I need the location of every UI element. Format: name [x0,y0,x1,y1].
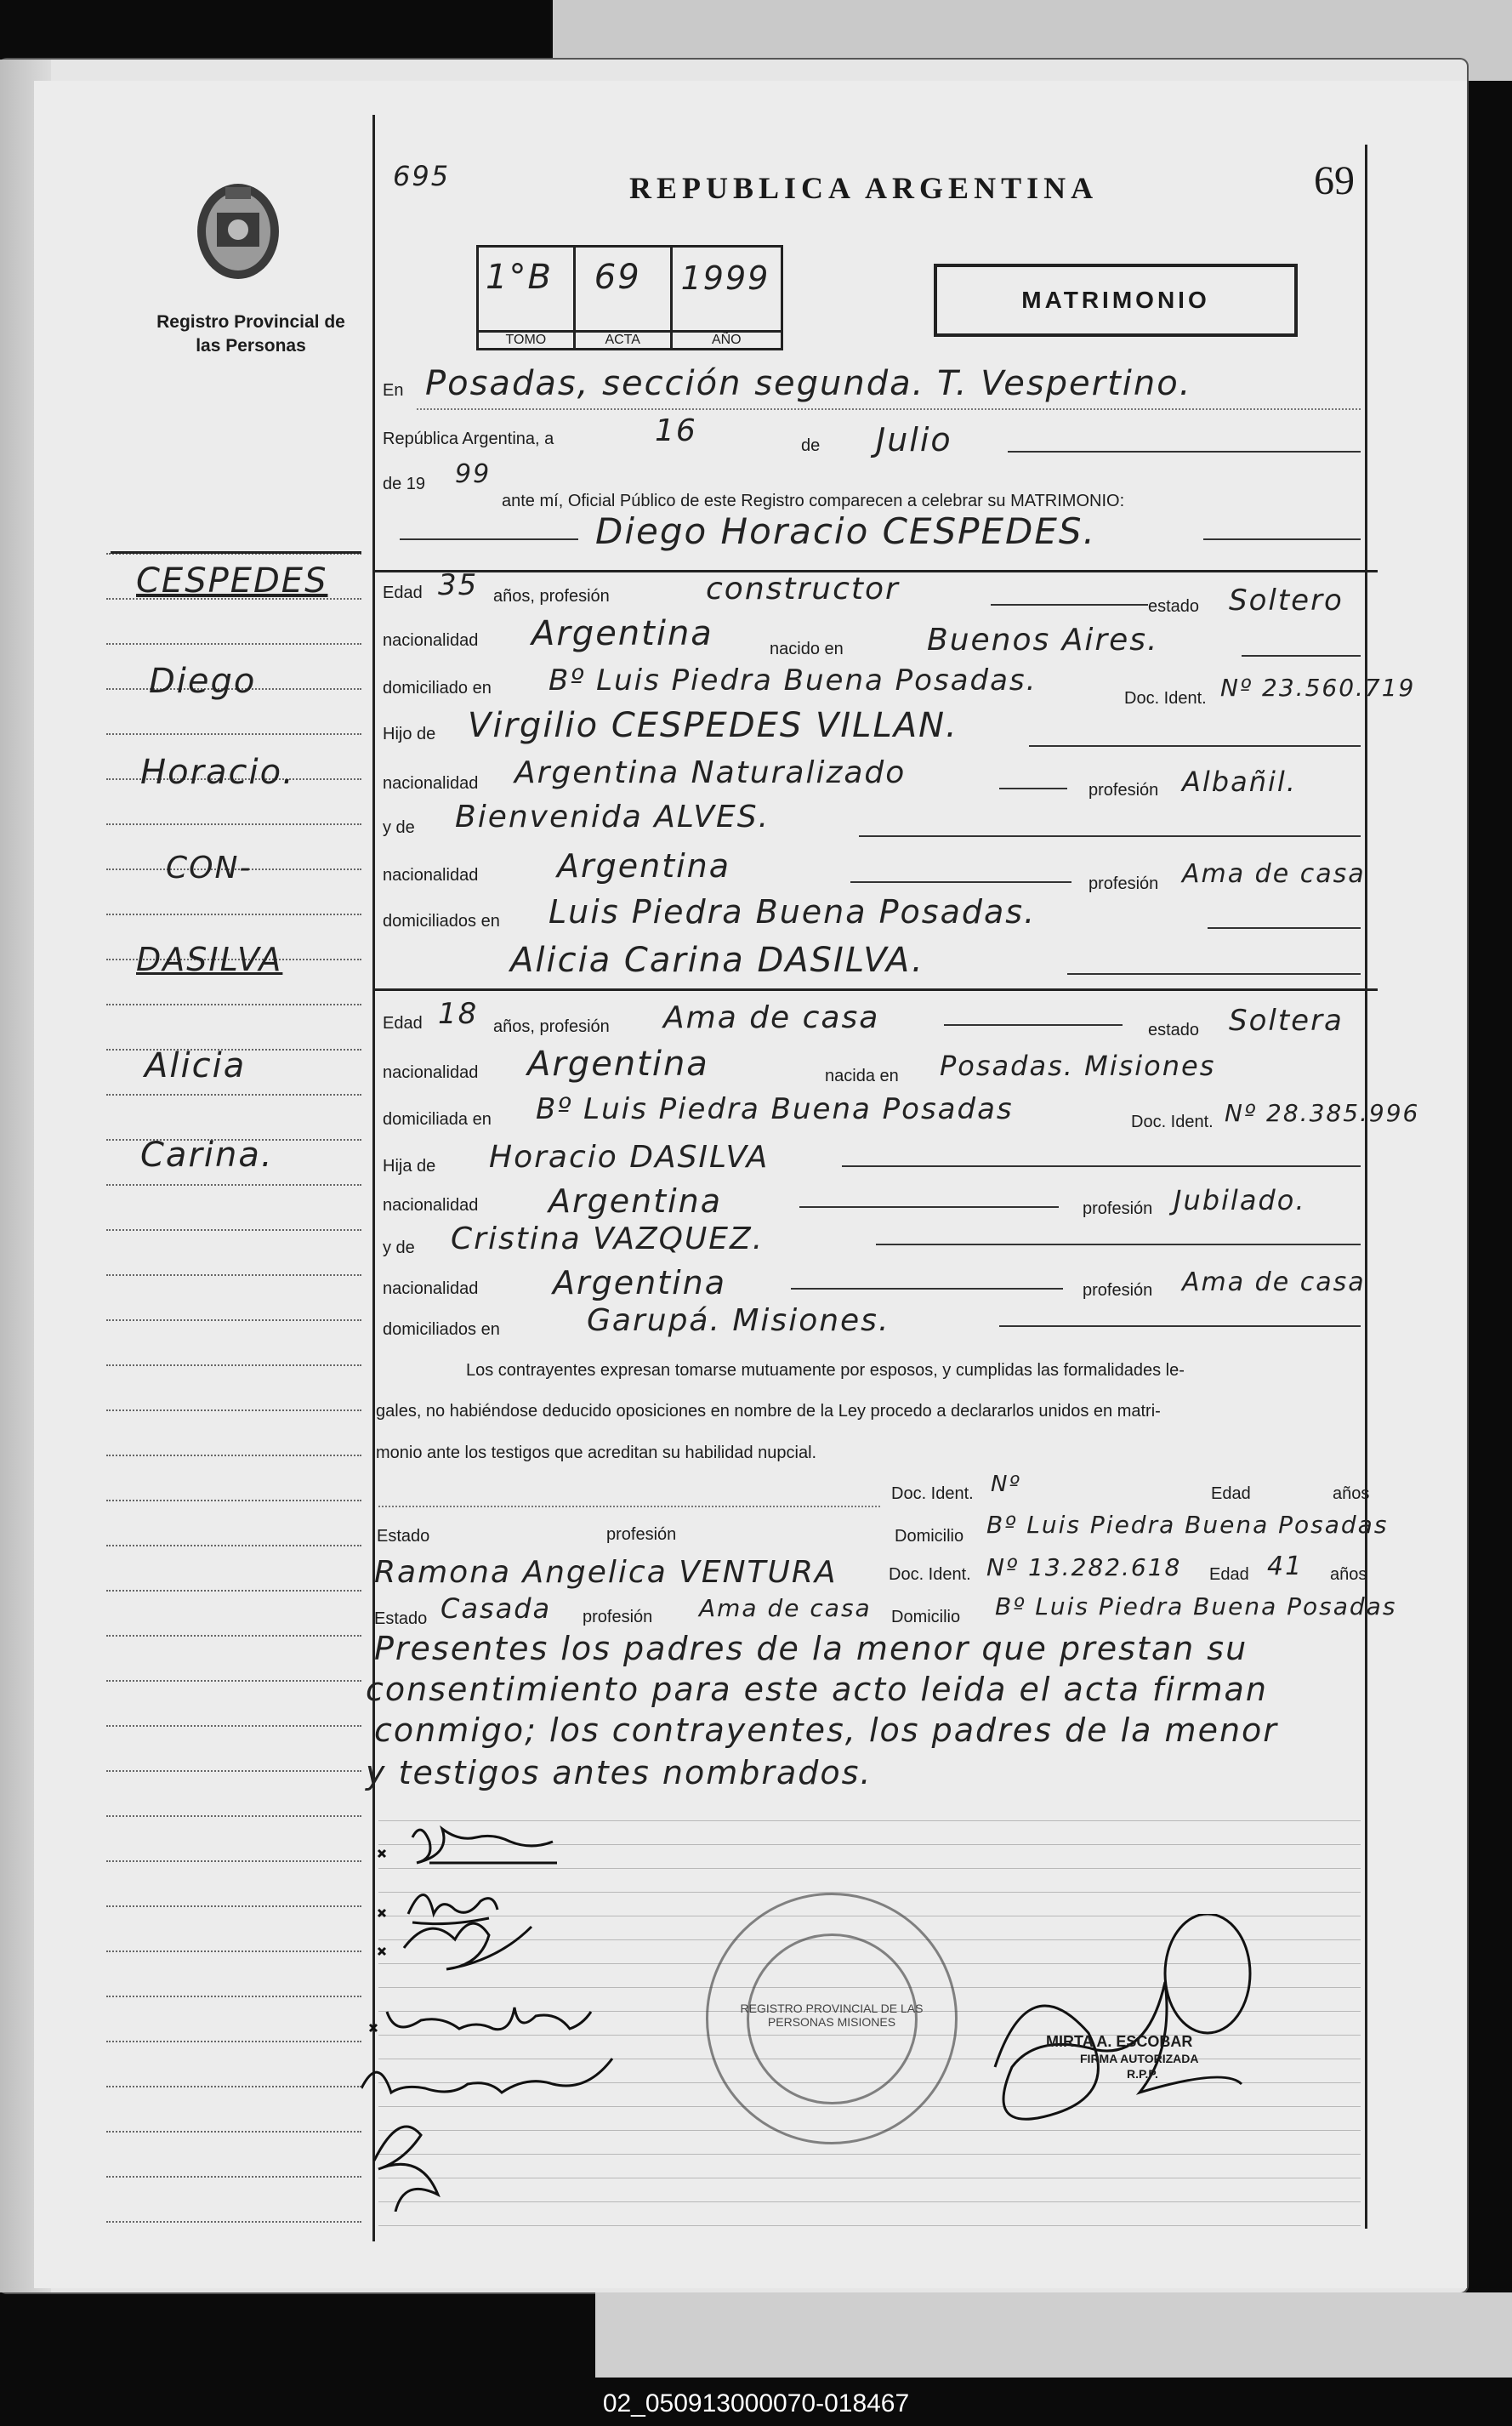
w2-edad-label: Edad [1209,1565,1249,1584]
anio-label: AÑO [673,330,781,348]
groom-nacido-label: nacido en [770,640,844,658]
margin-rule-line [106,2131,361,2133]
groom-profesion-label: años, profesión [493,587,610,606]
year-suffix: 99 [455,459,492,489]
record-type: MATRIMONIO [934,264,1298,337]
w1-edad-label: Edad [1211,1484,1251,1503]
bride-edad: 18 [438,997,479,1031]
closing-line1: Presentes los padres de la menor que prestan su [374,1630,1248,1667]
w2-domicilio: Bº Luis Piedra Buena Posadas [995,1592,1397,1620]
republic-title: REPUBLICA ARGENTINA [629,171,1099,205]
w1-anos-label: años [1333,1484,1370,1503]
groom-estado-label: estado [1148,597,1200,616]
w1-domicilio-label: Domicilio [895,1527,964,1546]
groom-hijo-label: Hijo de [383,725,436,743]
year-prefix: de 19 [383,475,426,493]
groom-mother: Bienvenida ALVES. [455,800,770,834]
w1-profesion-label: profesión [606,1525,677,1544]
bride-estado-label: estado [1148,1021,1200,1039]
bride-domiciliados: Garupá. Misiones. [587,1303,890,1338]
bride-mother-nac-label: nacionalidad [383,1279,479,1298]
en-label: En [383,381,404,400]
closing-line3: conmigo; los contrayentes, los padres de la menor [374,1711,1278,1749]
w2-doc: Nº 13.282.618 [986,1553,1182,1581]
bride-mother: Cristina VAZQUEZ. [451,1222,765,1256]
official-stamp-title: FIRMA AUTORIZADA [1080,2052,1199,2065]
bride-nacida-label: nacida en [825,1067,899,1085]
groom-father-prof: Albañil. [1182,766,1297,798]
groom-mother-nac: Argentina [557,847,731,885]
margin-rule-line [106,1500,361,1501]
w1-doc-label: Doc. Ident. [891,1484,974,1503]
w2-profesion-label: profesión [583,1608,653,1626]
margin-rule-line [106,1094,361,1096]
margin-rule-line [106,2086,361,2087]
background-bottom-strip [595,2292,1512,2378]
groom-domicilio-label: domiciliado en [383,679,492,698]
w2-estado-label: Estado [374,1609,428,1628]
acta-cell [576,248,673,348]
margin-rule-line [106,1545,361,1546]
margin-rule-line [106,1455,361,1456]
page-number: 69 [1314,158,1355,203]
registry-emblem [191,179,285,285]
margin-rule-line [106,643,361,645]
margin-groom-first: Diego [149,662,257,701]
w2-profesion: Ama de casa [699,1594,872,1622]
margin-bride-middle: Carina. [140,1136,274,1175]
groom-yde-label: y de [383,818,415,837]
margin-bride-surname: DASILVA [136,941,283,978]
acta-label: ACTA [576,330,670,348]
bride-mother-prof: Ama de casa [1182,1267,1366,1297]
acta-value: 69 [594,258,641,297]
groom-domiciliados-label: domiciliados en [383,912,500,931]
bride-mother-nac: Argentina [553,1264,727,1301]
margin-rule-line [106,1229,361,1231]
groom-father-nac-label: nacionalidad [383,774,479,793]
margin-rule-line [106,1725,361,1727]
bride-hija-label: Hija de [383,1157,436,1176]
bride-father-nac-label: nacionalidad [383,1196,479,1215]
de-label: de [801,436,821,455]
legal-text-line3: monio ante los testigos que acreditan su habilidad nupcial. [376,1444,817,1462]
tomo-label: TOMO [479,330,573,348]
w1-doc: Nº [991,1472,1021,1497]
w2-doc-label: Doc. Ident. [889,1565,971,1584]
groom-edad: 35 [438,568,479,602]
groom-mother-nac-label: nacionalidad [383,866,479,885]
bride-nacida: Posadas. Misiones [940,1050,1216,1082]
bride-doc-label: Doc. Ident. [1131,1113,1214,1131]
margin-rule-line [106,914,361,915]
groom-father: Virgilio CESPEDES VILLAN. [468,706,958,745]
margin-rule-line [106,2221,361,2223]
margin-rule-line [106,1770,361,1772]
footer-caption: 02_050913000070-018467 [602,2389,910,2417]
groom-doc-label: Doc. Ident. [1124,689,1207,708]
bride-father-prof: Jubilado. [1174,1184,1306,1216]
month: Julio [876,421,952,458]
margin-rule-line [106,1635,361,1637]
tomo-value: 1°B [486,258,553,297]
margin-rule-line [106,1815,361,1817]
page-mark-small: 695 [393,160,451,192]
groom-nacionalidad: Argentina [531,614,713,653]
margin-rule-line [106,1950,361,1952]
groom-nacido: Buenos Aires. [927,623,1159,658]
official-signature [978,1914,1318,2135]
bride-doc: Nº 28.385.996 [1225,1099,1420,1127]
groom-edad-label: Edad [383,584,423,602]
body-rule-line [378,2225,1361,2226]
margin-rule-line [106,1680,361,1682]
w1-domicilio: Bº Luis Piedra Buena Posadas [986,1511,1389,1539]
w2-edad: 41 [1267,1552,1304,1581]
legal-text-line2: gales, no habiéndose deducido oposiciones en nombre de la Ley procedo a declararlos unidos en matri- [376,1402,1161,1421]
registry-seal [706,1893,958,2144]
margin-top-rule [111,551,361,554]
margin-groom-middle: Horacio. [140,753,295,792]
bride-father: Horacio DASILVA [489,1140,770,1175]
groom-profesion: constructor [706,572,900,606]
legal-text-line1: Los contrayentes expresan tomarse mutuamente por esposos, y cumplidas las formalidades le- [466,1361,1185,1380]
bride-profesion: Ama de casa [663,1000,880,1035]
bride-nacionalidad-label: nacionalidad [383,1063,479,1082]
margin-bride-first: Alicia [145,1046,247,1085]
w2-estado: Casada [441,1592,552,1625]
bride-section-divider [374,988,1378,991]
margin-rule-line [106,1590,361,1592]
bride-domicilio: Bº Luis Piedra Buena Posadas [536,1092,1014,1126]
place: Posadas, sección segunda. T. Vespertino. [425,364,1192,403]
margin-rule-line [106,1004,361,1005]
groom-mother-prof-label: profesión [1089,874,1159,893]
w2-name: Ramona Angelica VENTURA [374,1555,838,1590]
record-box [476,245,783,350]
margin-connector: CON- [166,851,253,886]
closing-line2: consentimiento para este acto leida el acta firman [366,1671,1268,1708]
registry-name: Registro Provincial de las Personas [156,312,345,356]
groom-mother-prof: Ama de casa [1182,859,1366,889]
groom-nacionalidad-label: nacionalidad [383,631,479,650]
margin-rule-line [106,1274,361,1276]
groom-domicilio: Bº Luis Piedra Buena Posadas. [549,663,1037,698]
anio-cell [673,248,781,348]
margin-rule-line [106,2041,361,2042]
w2-anos-label: años [1330,1565,1367,1584]
margin-rule-line [106,1364,361,1366]
margin-rule-line [106,2176,361,2178]
bride-nacionalidad: Argentina [527,1045,709,1084]
bride-domicilio-label: domiciliada en [383,1110,492,1129]
republica-label: República Argentina, a [383,430,554,448]
bride-father-prof-label: profesión [1083,1199,1153,1218]
margin-rule-line [106,1184,361,1186]
groom-full-name: Diego Horacio CESPEDES. [595,510,1096,552]
bride-yde-label: y de [383,1239,415,1257]
official-signature-drawing [978,1914,1318,2135]
signature-drawings [361,1820,685,2212]
groom-domiciliados: Luis Piedra Buena Posadas. [549,893,1037,931]
closing-line4: y testigos antes nombrados. [366,1754,873,1791]
official-stamp-sub: R.P.P. [1127,2067,1158,2081]
bride-profesion-label: años, profesión [493,1017,610,1036]
margin-rule-line [106,823,361,825]
day: 16 [655,413,697,448]
seal-text: REGISTRO PROVINCIAL DE LAS PERSONAS MISIONES [740,2002,924,2029]
bride-estado: Soltera [1229,1004,1344,1038]
margin-rule-line [106,1319,361,1321]
margin-groom-surname: CESPEDES [136,561,328,601]
margin-rule-line [106,1860,361,1862]
bride-father-nac: Argentina [549,1182,723,1220]
w1-estado-label: Estado [377,1527,430,1546]
bride-full-name: Alicia Carina DASILVA. [510,941,924,980]
margin-rule-line [106,733,361,735]
groom-father-nac: Argentina Naturalizado [514,755,907,790]
groom-father-prof-label: profesión [1089,781,1159,800]
tomo-cell [479,248,576,348]
official-stamp-name: MIRTA A. ESCOBAR [1046,2033,1193,2050]
bride-domiciliados-label: domiciliados en [383,1320,500,1339]
right-border [1365,145,1367,2229]
bride-edad-label: Edad [383,1014,423,1033]
signatures [361,1820,685,2212]
intro-sentence: ante mí, Oficial Público de este Registro comparecen a celebrar su MATRIMONIO: [502,492,1125,510]
bride-mother-prof-label: profesión [1083,1281,1153,1300]
margin-rule-line [106,1996,361,1997]
w2-domicilio-label: Domicilio [891,1608,961,1626]
anio-value: 1999 [680,259,770,297]
groom-estado: Soltero [1229,584,1344,618]
groom-doc: Nº 23.560.719 [1220,674,1416,702]
margin-rule-line [106,1905,361,1907]
margin-rule-line [106,1409,361,1411]
